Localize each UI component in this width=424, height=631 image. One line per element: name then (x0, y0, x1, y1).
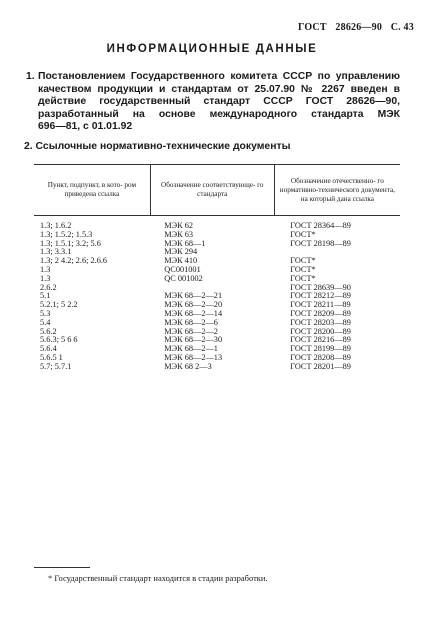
table-cell: 1.3; 2 4.2; 2.6; 2.6.6 (40, 256, 108, 266)
table-cell: 1.3; 1.5.2; 1.5.3 (40, 229, 93, 239)
table-cell: 5.7; 5.7.1 (40, 361, 72, 371)
table-cell: ГОСТ 28209—89 (290, 308, 351, 318)
section-1-line: качеством продукции и стандартам от 25.07.90 № 2267 введен в (38, 83, 400, 95)
table-cell: МЭК 68 2—3 (164, 361, 212, 371)
table-cell: 5.6.2 (40, 326, 57, 336)
table-header-row (34, 165, 400, 216)
table-cell: МЭК 62 (164, 221, 194, 230)
table-cell: ГОСТ* (290, 264, 316, 274)
table-cell: МЭК 294 (164, 247, 198, 257)
section-1-line: 696—81, с 01.01.92 (38, 121, 133, 133)
table-cell: ГОСТ 28200—89 (290, 326, 351, 336)
table-cell: ГОСТ 28199—89 (290, 344, 351, 354)
section-1-line: действие государственный стандарт СССР ГОСТ 28626—90, (38, 96, 400, 108)
section-2-title: 2. Ссылочные нормативно-технические документы (24, 141, 291, 152)
table-cell: ГОСТ 28208—89 (290, 352, 351, 362)
header-standard: ГОСТ (298, 22, 327, 33)
table-cell: МЭК 68—2—1 (164, 344, 218, 354)
table-cell: 1.3 (40, 264, 51, 274)
table-cell: ГОСТ 28212—89 (290, 291, 351, 301)
table-cell: ГОСТ* (290, 229, 316, 239)
section-1-line: Постановлением Государственного комитета СССР по управлению (38, 71, 400, 82)
table-row (34, 216, 400, 231)
table-row (34, 257, 400, 266)
table-cell: 5.2.1; 5 2.2 (40, 300, 78, 310)
table-cell: ГОСТ 28364—89 (290, 221, 351, 230)
table-cell: 1.3; 1.5.1; 3.2; 5.6 (40, 238, 101, 248)
table-row (34, 363, 400, 372)
table-cell: ГОСТ 28203—89 (290, 317, 351, 327)
table-cell: ГОСТ 28639—90 (290, 282, 351, 292)
table-cell: 5.6.5 1 (40, 352, 63, 362)
table-cell: ГОСТ* (290, 273, 316, 283)
table-cell: МЭК 68—2—20 (164, 300, 223, 310)
table-cell: 5.4 (40, 317, 51, 327)
table-cell: 5.1 (40, 291, 51, 301)
column-header: Пункт, подпункт, в кото- ром приведена ссылка (34, 165, 150, 216)
table-cell: QC001001 (164, 264, 201, 274)
page-title: ИНФОРМАЦИОННЫЕ ДАННЫЕ (106, 43, 318, 55)
column-header: Обозначение соответствующе- го стандарта (150, 165, 274, 216)
table-cell: ГОСТ 28211—89 (290, 300, 351, 310)
table-cell: 2.6.2 (40, 282, 57, 292)
table-cell: МЭК 410 (164, 256, 198, 266)
table-row (34, 266, 400, 275)
table-cell: ГОСТ 28201—89 (290, 361, 351, 371)
table-cell: МЭК 68—2—30 (164, 335, 223, 345)
page-header (298, 22, 420, 33)
table-cell: МЭК 68—2—21 (164, 291, 223, 301)
table-cell: 5.3 (40, 308, 51, 318)
references-table (34, 164, 400, 372)
table-row (34, 240, 400, 249)
header-number: 28626—90 (335, 22, 383, 33)
table-cell: 1.3; 3.3.1 (40, 247, 72, 257)
table-cell: QC 001002 (164, 273, 203, 283)
table-cell: 1.3 (40, 273, 51, 283)
table-cell: МЭК 68—2—14 (164, 308, 223, 318)
table-cell: МЭК 63 (164, 229, 194, 239)
footnote-divider (34, 567, 90, 568)
table-cell: МЭК 68—2—6 (164, 317, 218, 327)
table-cell: 5.6.4 (40, 344, 57, 354)
table-cell: МЭК 68—2—2 (164, 326, 218, 336)
section-1-number: 1. (26, 71, 35, 82)
table-cell: ГОСТ 28198—89 (290, 238, 351, 248)
section-1-line: разработанный на основе международного стандарта МЭК (38, 108, 400, 120)
table-cell: 1.3; 1.6.2 (40, 221, 72, 230)
table-cell: ГОСТ 28216—89 (290, 335, 351, 345)
footnote: * Государственный стандарт находится в стадии разработки. (48, 573, 268, 583)
table-cell: 5.6.3; 5 6 6 (40, 335, 78, 345)
column-header: Обозначение отечественно- го нормативно-технического документа, на который дана ссылка (274, 165, 400, 216)
table-cell: ГОСТ* (290, 256, 316, 266)
header-page: С. 43 (390, 22, 414, 33)
table-cell: МЭК 68—2—13 (164, 352, 223, 362)
table-cell: МЭК 68—1 (164, 238, 206, 248)
section-1 (26, 71, 400, 134)
